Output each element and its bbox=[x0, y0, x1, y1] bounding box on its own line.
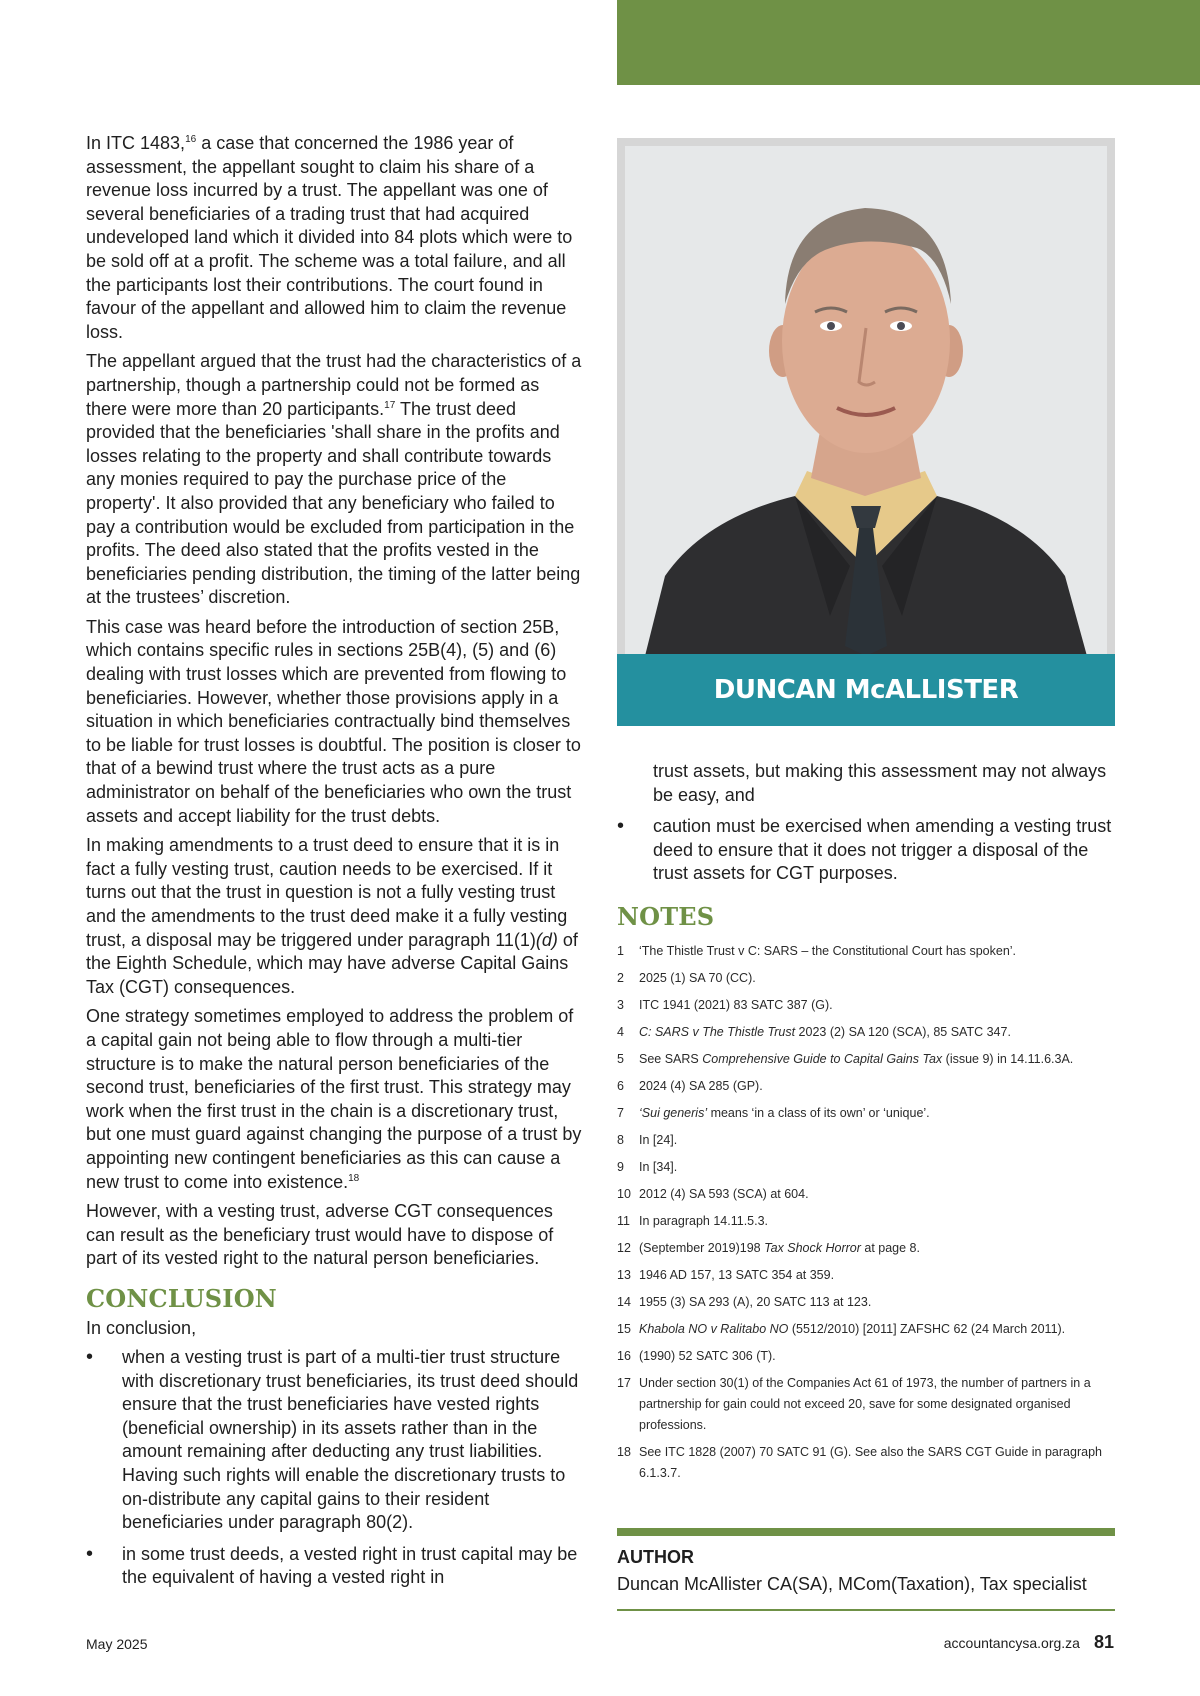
note-item bbox=[617, 1130, 1115, 1151]
note-item bbox=[617, 1103, 1115, 1124]
note-item bbox=[617, 1184, 1115, 1205]
footer-date: May 2025 bbox=[86, 1636, 148, 1652]
paragraph-5: One strategy sometimes employed to address the problem of a capital gain not being able to flow through a multi-tier structure is to make the natural person beneficiaries of the second trust, beneficiaries of the first trust. This strategy may work when the first trust in the chain is a discretionary trust, but one must guard against changing the purpose of a trust by appointing new contingent beneficiaries as this can cause a new trust to come into existence.$^{18}$ bbox=[86, 1006, 582, 1192]
note-text: Khabola NO v Ralitabo NO (5512/2010) [2011] ZAFSHC 62 (24 March 2011). bbox=[639, 1322, 1066, 1336]
note-item bbox=[617, 1238, 1115, 1259]
note-item bbox=[617, 941, 1115, 962]
note-number: 16 bbox=[617, 1349, 631, 1363]
list-item: • caution must be exercised when amending a vesting trust deed to ensure that it does not trigger a disposal of the trust assets for CGT purposes. bbox=[617, 815, 1115, 886]
note-text: 2024 (4) SA 285 (GP). bbox=[639, 1079, 763, 1093]
author-photo-frame bbox=[617, 138, 1115, 656]
author-portrait-image bbox=[625, 146, 1107, 656]
note-item bbox=[617, 1292, 1115, 1313]
note-item bbox=[617, 1442, 1115, 1484]
note-number: 7 bbox=[617, 1106, 624, 1120]
conclusion-list-continued bbox=[617, 815, 1115, 886]
note-text: In [34]. bbox=[639, 1160, 678, 1174]
note-text: C: SARS v The Thistle Trust 2023 (2) SA 120 (SCA), 85 SATC 347. bbox=[639, 1025, 1011, 1039]
note-number: 11 bbox=[617, 1214, 630, 1228]
conclusion-list bbox=[86, 1346, 584, 1590]
note-number: 2 bbox=[617, 971, 624, 985]
note-item bbox=[617, 968, 1115, 989]
note-item bbox=[617, 1022, 1115, 1043]
conclusion-heading: CONCLUSION bbox=[86, 1283, 277, 1313]
note-number: 12 bbox=[617, 1241, 631, 1255]
note-item bbox=[617, 995, 1115, 1016]
note-item bbox=[617, 1049, 1115, 1070]
note-number: 6 bbox=[617, 1079, 624, 1093]
note-text: In paragraph 14.11.5.3. bbox=[639, 1214, 769, 1228]
note-item bbox=[617, 1211, 1115, 1232]
note-text: In [24]. bbox=[639, 1133, 678, 1147]
author-divider-top bbox=[617, 1528, 1115, 1536]
footer-website-link[interactable]: accountancysa.org.za bbox=[943, 1635, 1080, 1651]
list-item: • in some trust deeds, a vested right in trust capital may be the equivalent of having a vested right in bbox=[86, 1543, 584, 1590]
paragraph-1: In ITC 1483,16 a case that concerned the 1986 year of assessment, the appellant sought to claim his share of a revenue loss incurred by a trust. The appellant was one of several beneficiaries of a trading trust that had acquired undeveloped land which it divided into 84 plots which were to be sold off at a profit. The scheme was a total failure, and all the participants lost their contributions. The court found in favour of the appellant and allowed him to claim the revenue loss. bbox=[86, 133, 573, 342]
list-item-continuation: trust assets, but making this assessment may not always be easy, and bbox=[653, 761, 1107, 805]
page-number: 81 bbox=[1093, 1632, 1114, 1652]
paragraph-2: The appellant argued that the trust had the characteristics of a partnership, though a partnership could not be formed as there were more than 20 participants.$^{17}$ The trust deed provided that the beneficiaries 'shall share in the profits and losses relating to the property and shall contribute towards any monies required to pay the purchase price of the property'. It also provided that any beneficiary who failed to pay a contribution would be excluded from participation in the profits. The deed also stated that the profits vested in the beneficiaries pending distribution, the timing of the latter being at the trustees’ discretion. bbox=[86, 351, 582, 608]
footer bbox=[944, 1632, 1114, 1653]
note-number: 10 bbox=[617, 1187, 631, 1201]
note-item bbox=[617, 1346, 1115, 1367]
note-number: 4 bbox=[617, 1025, 624, 1039]
note-text: 1955 (3) SA 293 (A), 20 SATC 113 at 123. bbox=[639, 1295, 872, 1309]
note-item bbox=[617, 1373, 1115, 1436]
note-text: ‘Sui generis’ means ‘in a class of its own’ or ‘unique’. bbox=[639, 1106, 930, 1120]
note-number: 13 bbox=[617, 1268, 631, 1282]
author-heading: AUTHOR bbox=[617, 1547, 694, 1567]
note-text: 1946 AD 157, 13 SATC 354 at 359. bbox=[639, 1268, 835, 1282]
note-number: 1 bbox=[617, 944, 624, 958]
note-text: See SARS Comprehensive Guide to Capital Gains Tax (issue 9) in 14.11.6.3A. bbox=[639, 1052, 1074, 1066]
note-item bbox=[617, 1076, 1115, 1097]
author-credentials: Duncan McAllister CA(SA), MCom(Taxation), Tax specialist bbox=[617, 1574, 1087, 1594]
author-name-banner: DUNCAN McALLISTER bbox=[617, 654, 1115, 726]
paragraph-3: This case was heard before the introduction of section 25B, which contains specific rules in sections 25B(4), (5) and (6) dealing with trust losses which are prevented from flowing to beneficiaries. However, whether those provisions apply in a situation in which beneficiaries contractually bind themselves to be liable for trust losses is doubtful. The position is closer to that of a bewind trust where the trust acts as a pure administrator on behalf of the beneficiaries who own the trust assets and accept liability for the trust debts. bbox=[86, 616, 581, 826]
note-text: 2012 (4) SA 593 (SCA) at 604. bbox=[639, 1187, 809, 1201]
note-text: (September 2019)198 Tax Shock Horror at page 8. bbox=[639, 1241, 920, 1255]
footnote-ref-17[interactable]: 17 bbox=[384, 399, 396, 411]
author-divider-bottom bbox=[617, 1609, 1115, 1611]
header-accent-bar bbox=[617, 0, 1200, 85]
notes-list bbox=[617, 941, 1115, 1484]
author-photo bbox=[625, 146, 1107, 656]
note-number: 14 bbox=[617, 1295, 631, 1309]
notes-section bbox=[617, 902, 1115, 1490]
note-number: 8 bbox=[617, 1133, 624, 1147]
note-number: 15 bbox=[617, 1322, 631, 1336]
paragraph-4: In making amendments to a trust deed to ensure that it is in fact a fully vesting trust, caution needs to be exercised. If it turns out that the trust in question is not a fully vesting trust and the amendments to the trust deed make it a fully vesting trust, a disposal may be triggered under paragraph 11(1)(d) of the Eighth Schedule, which may have adverse Capital Gains Tax (CGT) consequences. bbox=[86, 835, 578, 997]
note-item bbox=[617, 1157, 1115, 1178]
conclusion-intro: In conclusion, bbox=[86, 1317, 197, 1338]
note-text: ITC 1941 (2021) 83 SATC 387 (G). bbox=[639, 998, 833, 1012]
list-item: • when a vesting trust is part of a multi-tier trust structure with discretionary trust beneficiaries, its trust deed should ensure that the trust beneficiaries have vested rights (beneficial ownership) in its assets rather than in the amount remaining after deducting any trust liabilities. Having such rights will enable the discretionary trusts to on-distribute any capital gains to their resident beneficiaries under paragraph 80(2). bbox=[86, 1346, 584, 1535]
note-number: 9 bbox=[617, 1160, 624, 1174]
footnote-ref-18[interactable]: 18 bbox=[348, 1172, 360, 1184]
notes-heading: NOTES bbox=[617, 902, 715, 931]
note-number: 17 bbox=[617, 1376, 631, 1390]
note-number: 3 bbox=[617, 998, 624, 1012]
article-right-column bbox=[617, 760, 1115, 894]
footnote-ref-16[interactable]: 16 bbox=[185, 134, 197, 145]
note-number: 18 bbox=[617, 1445, 631, 1459]
note-text: ‘The Thistle Trust v C: SARS – the Constitutional Court has spoken’. bbox=[639, 944, 1017, 958]
paragraph-6: However, with a vesting trust, adverse CGT consequences can result as the beneficiary trust would have to dispose of part of its vested right to the natural person beneficiaries. bbox=[86, 1201, 554, 1269]
note-number: 5 bbox=[617, 1052, 624, 1066]
note-text: See ITC 1828 (2007) 70 SATC 91 (G). See also the SARS CGT Guide in paragraph 6.1.3.7. bbox=[639, 1445, 1102, 1480]
note-item bbox=[617, 1265, 1115, 1286]
note-text: (1990) 52 SATC 306 (T). bbox=[639, 1349, 776, 1363]
article-left-column bbox=[86, 132, 584, 1598]
note-item bbox=[617, 1319, 1115, 1340]
note-text: 2025 (1) SA 70 (CC). bbox=[639, 971, 756, 985]
note-text: Under section 30(1) of the Companies Act 61 of 1973, the number of partners in a partnership for gain could not exceed 20, save for some designated organised professions. bbox=[639, 1376, 1091, 1432]
